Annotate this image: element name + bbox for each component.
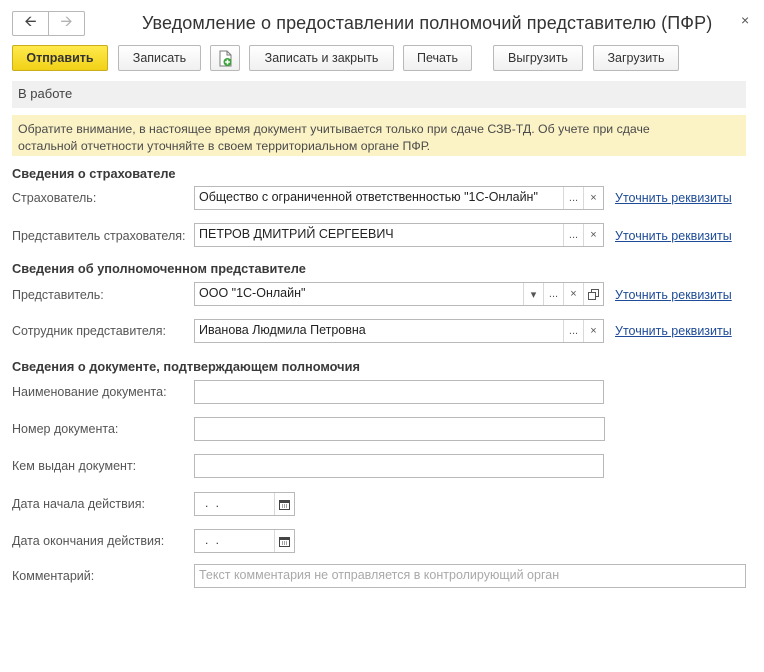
notice-line-1: Обратите внимание, в настоящее время документ учитывается только при сдаче СЗВ-ТД. Об учете при сдаче (18, 122, 650, 136)
print-button[interactable]: Печать (403, 45, 472, 71)
close-icon: × (741, 12, 750, 28)
agent-field (194, 282, 604, 306)
agent-dropdown-button[interactable] (523, 283, 543, 305)
save-and-close-button[interactable]: Записать и закрыть (249, 45, 394, 71)
comment-label: Комментарий: (12, 569, 95, 583)
open-window-icon (588, 289, 599, 300)
insurer-clarify-link[interactable]: Уточнить реквизиты (615, 191, 732, 205)
agent-input[interactable]: ООО "1С-Онлайн" (199, 286, 306, 300)
send-button[interactable]: Отправить (12, 45, 108, 71)
agent-open-button[interactable] (583, 283, 603, 305)
end-date-input[interactable]: . . (205, 533, 222, 547)
insurer-label: Страхователь: (12, 191, 97, 205)
start-date-field (194, 492, 295, 516)
agent-clarify-link[interactable]: Уточнить реквизиты (615, 288, 732, 302)
forward-button[interactable] (48, 12, 84, 35)
agent-choose-button[interactable]: ... (543, 283, 563, 305)
window-title: Уведомление о предоставлении полномочий представителю (ПФР) (142, 13, 713, 33)
doc-name-field[interactable] (194, 380, 604, 404)
comment-input[interactable]: Текст комментария не отправляется в контролирующий орган (199, 568, 560, 582)
doc-number-field[interactable] (194, 417, 605, 441)
agent-employee-choose-button[interactable]: ... (563, 320, 583, 342)
doc-issuer-label: Кем выдан документ: (12, 459, 137, 473)
notice-banner (12, 115, 746, 156)
doc-issuer-field[interactable] (194, 454, 604, 478)
doc-name-label: Наименование документа: (12, 385, 167, 399)
doc-section-heading: Сведения о документе, подтверждающем полномочия (12, 359, 360, 374)
insurer-rep-choose-button[interactable]: ... (563, 224, 583, 246)
start-date-label: Дата начала действия: (12, 497, 145, 511)
chevron-down-icon: ▾ (530, 288, 537, 301)
doc-number-label: Номер документа: (12, 422, 119, 436)
history-nav (12, 11, 85, 36)
insurer-field (194, 186, 604, 210)
comment-field[interactable] (194, 564, 746, 588)
document-status: В работе (12, 81, 746, 108)
agent-employee-clear-button[interactable]: × (583, 320, 603, 342)
notice-line-2: остальной отчетности уточняйте в своем территориальном органе ПФР. (18, 138, 431, 153)
calendar-icon (279, 499, 290, 510)
agent-employee-field (194, 319, 604, 343)
insurer-rep-clear-button[interactable]: × (583, 224, 603, 246)
close-button[interactable] (741, 12, 749, 28)
end-date-calendar-button[interactable] (274, 530, 294, 552)
agent-clear-button[interactable]: × (563, 283, 583, 305)
start-date-calendar-button[interactable] (274, 493, 294, 515)
doc-name-input[interactable] (195, 381, 603, 403)
import-button[interactable]: Загрузить (593, 45, 679, 71)
agent-label: Представитель: (12, 288, 104, 302)
new-document-icon (218, 50, 233, 67)
agent-section-heading: Сведения об уполномоченном представителе (12, 261, 306, 276)
insurer-rep-field (194, 223, 604, 247)
save-button[interactable]: Записать (118, 45, 201, 71)
agent-employee-input[interactable]: Иванова Людмила Петровна (199, 323, 366, 337)
arrow-left-icon: 🡨 (24, 13, 37, 30)
insurer-choose-button[interactable]: ... (563, 187, 583, 209)
agent-employee-clarify-link[interactable]: Уточнить реквизиты (615, 324, 732, 338)
doc-issuer-input[interactable] (195, 455, 603, 477)
insurer-clear-button[interactable]: × (583, 187, 603, 209)
back-button[interactable] (13, 12, 48, 35)
insurer-section-heading: Сведения о страхователе (12, 166, 176, 181)
end-date-field (194, 529, 295, 553)
insurer-rep-clarify-link[interactable]: Уточнить реквизиты (615, 229, 732, 243)
insurer-input[interactable]: Общество с ограниченной ответственностью "1С-Онлайн" (199, 190, 538, 204)
new-file-button[interactable] (210, 45, 240, 71)
start-date-input[interactable]: . . (205, 496, 222, 510)
doc-number-input[interactable] (195, 418, 604, 440)
calendar-icon (279, 536, 290, 547)
end-date-label: Дата окончания действия: (12, 534, 165, 548)
agent-employee-label: Сотрудник представителя: (12, 324, 166, 338)
insurer-rep-input[interactable]: ПЕТРОВ ДМИТРИЙ СЕРГЕЕВИЧ (199, 227, 394, 241)
insurer-rep-label: Представитель страхователя: (12, 229, 186, 243)
export-button[interactable]: Выгрузить (493, 45, 583, 71)
arrow-right-icon: 🡪 (60, 13, 73, 30)
